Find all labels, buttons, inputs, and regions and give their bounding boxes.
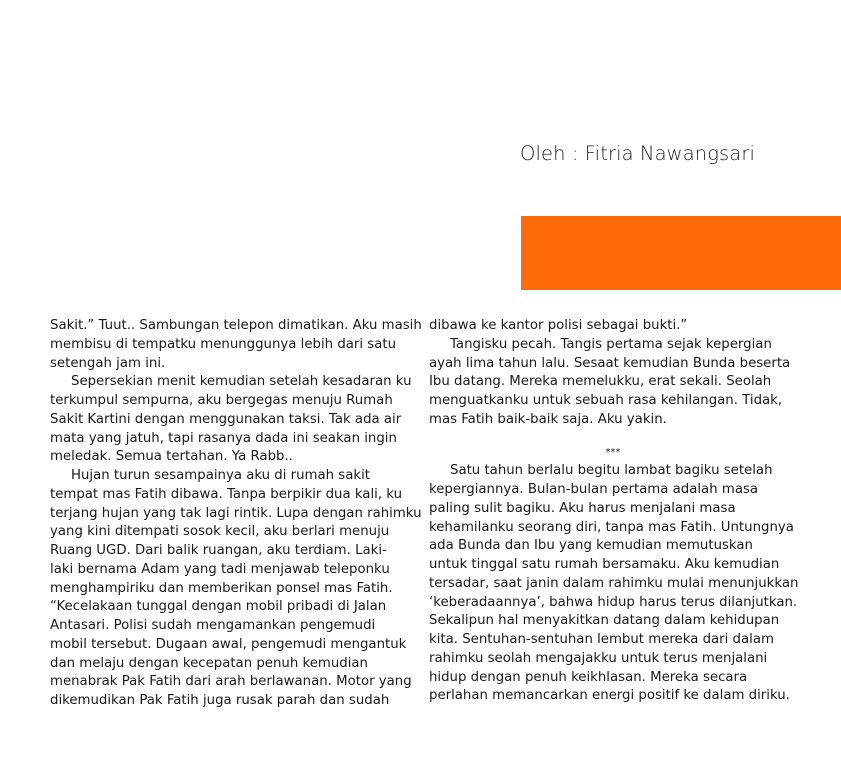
text-line: kita. Sentuhan-sentuhan lembut mereka dari dalam [429,632,774,647]
text-line: mobil tersebut. Dugaan awal, pengemudi mengantuk [50,636,407,652]
text-line: Ibu datang. Mereka memelukku, erat sekali. Seolah [429,374,772,390]
text-line: menguatkanku untuk sebuah rasa kehilangan. Tidak, [429,393,783,408]
paragraph-start-line: Sepersekian menit kemudian setelah kesadaran ku [71,374,412,390]
text-line: hidup dengan penuh keikhlasan. Mereka secara [429,669,748,685]
text-line: untuk tinggal satu rumah bersamaku. Aku kemudian [429,557,780,572]
section-separator: *** [605,446,621,458]
text-line: ada Bunda dan Ibu yang kemudian memutuskan [429,538,753,554]
text-line: meledak. Semua tertahan. Ya Rabb.. [50,449,293,465]
text-line: Sekalipun hal menyakitkan datang dalam kehidupan [429,613,780,629]
text-line: kepergiannya. Bulan-bulan pertama adalah masa [429,482,759,497]
text-line: setengah jam ini. [50,355,166,371]
author-byline: Oleh : Fitria Nawangsari [520,142,755,165]
text-line: mas Fatih baik-baik saja. Aku yakin. [429,411,667,427]
paragraph-start-line: Hujan turun sesampainya aku di rumah sakit [71,468,370,483]
text-line: menabrak Pak Fatih dari arah berlawanan. Motor yang [50,674,412,690]
paragraph-start-line: Satu tahun berlalu begitu lambat bagiku setelah [450,463,773,479]
text-line: kehamilanku seorang diri, tanpa mas Fatih. Untungnya [429,519,794,535]
text-line: mata yang jatuh, tapi rasanya dada ini seakan ingin [50,430,397,446]
text-line: Ruang UGD. Dari balik ruangan, aku terdiam. Laki- [50,543,387,558]
text-line: dan melaju dengan kecepatan penuh kemudian [50,655,368,671]
right-text-column [429,317,809,706]
text-line: Sakit.” Tuut.. Sambungan telepon dimatikan. Aku masih [50,318,422,333]
text-line: ayah lima tahun lalu. Sesaat kemudian Bunda beserta [429,355,791,371]
text-line: membisu di tempatku menunggunya lebih dari satu [50,336,397,352]
text-line: dibawa ke kantor polisi sebagai bukti.” [429,318,688,333]
text-line: paling sulit bagiku. Aku harus menjalani masa [429,500,736,516]
text-line: “Kecelakaan tunggal dengan mobil pribadi di Jalan [50,599,387,615]
text-line: dikemudikan Pak Fatih juga rusak parah dan sudah [50,693,390,708]
text-line: yang kini ditempati sosok kecil, aku berlari menuju [50,524,390,540]
text-line: terjang hujan yang tak lagi rintik. Lupa dengan rahimku [50,505,422,521]
left-text-column [50,317,422,711]
text-line: laki bernama Adam yang tadi menjawab teleponku [50,561,390,577]
paragraph-start-line: Tangisku pecah. Tangis pertama sejak kepergian [450,336,772,352]
text-line: Sakit Kartini dengan menggunakan taksi. Tak ada air [50,411,402,427]
text-line: Antasari. Polisi sudah mengamankan pengemudi [50,618,376,633]
text-line: terkumpul sempurna, aku bergegas menuju Rumah [50,393,393,408]
text-line: tersadar, saat janin dalam rahimku mulai menunjukkan [429,575,799,591]
text-line: tempat mas Fatih dibawa. Tanpa berpikir dua kali, ku [50,486,403,502]
text-line: rahimku seolah mengajakku untuk terus menjalani [429,650,768,666]
orange-accent-bar [521,216,841,290]
text-line: ‘keberadaannya’, bahwa hidup harus terus dilanjutkan. [429,594,798,610]
text-line: menghampiriku dan memberikan ponsel mas Fatih. [50,580,393,596]
text-line: perlahan memancarkan energi positif ke dalam diriku. [429,688,790,704]
